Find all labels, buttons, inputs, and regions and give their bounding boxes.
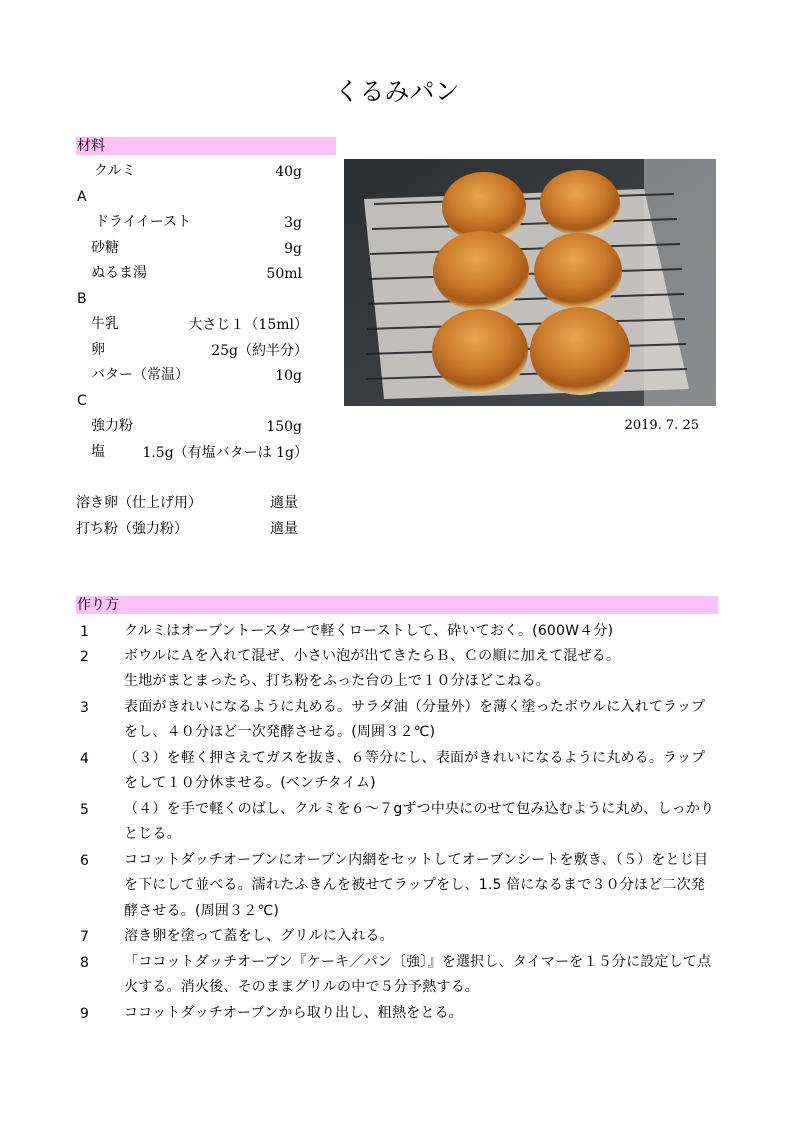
step-number: 2 <box>80 649 89 665</box>
step-text: クルミはオーブントースターで軽くローストして、砕いておく。(600W４分) <box>124 623 614 639</box>
step-number: 5 <box>80 802 89 818</box>
group-label-a: A <box>77 189 87 205</box>
ingredient-amount: 25g（約半分） <box>211 343 308 359</box>
step-text: ココットダッチオーブンにオーブン内網をセットしてオーブンシートを敷き、（５）をとじ目を下にして並べる。濡れたふきんを被せてラップをし、1.5 倍になるまで３０分ほど二次発酵させる。(周囲３２℃) <box>124 852 709 919</box>
photo-date: 2019. 7. 25 <box>624 418 699 433</box>
bread-photo <box>344 159 716 406</box>
ingredient-amount: 40g <box>275 164 302 180</box>
group-label-c: C <box>77 393 87 409</box>
recipe-title: くるみパン <box>334 77 460 106</box>
ingredient-amount: 150g <box>266 419 302 435</box>
step-number: 8 <box>80 955 89 971</box>
ingredient-name: ぬるま湯 <box>91 265 147 281</box>
materials-heading: 材料 <box>76 137 336 155</box>
step-number: 1 <box>80 624 89 640</box>
ingredient-amount: 適量 <box>270 495 298 511</box>
ingredient-name: 打ち粉（強力粉） <box>76 521 188 537</box>
group-label-b: B <box>77 291 87 307</box>
step-text: 「ココットダッチオーブン『ケーキ／パン〔強〕』を選択し、タイマーを１５分に設定して点火する。消火後、そのままグリルの中で５分予熱する。 <box>124 954 712 996</box>
ingredient-name: 溶き卵（仕上げ用） <box>76 495 202 511</box>
ingredient-amount: 50ml <box>266 266 302 282</box>
ingredient-name: クルミ <box>94 163 136 179</box>
step-number: 4 <box>80 751 89 767</box>
ingredient-name: 卵 <box>91 342 105 358</box>
ingredient-amount: 3g <box>284 215 302 231</box>
step-number: 3 <box>80 700 89 716</box>
ingredient-amount: 適量 <box>270 521 298 537</box>
step-text: （３）を軽く押さえてガスを抜き、６等分にし、表面がきれいになるように丸める。ラップをして１０分休ませる。(ベンチタイム) <box>124 750 706 792</box>
step-number: 7 <box>80 929 89 945</box>
method-heading: 作り方 <box>76 596 718 614</box>
ingredient-name: 塩 <box>91 444 105 460</box>
ingredient-amount: 9g <box>284 241 302 257</box>
step-text: ココットダッチオーブンから取り出し、粗熱をとる。 <box>124 1005 463 1021</box>
ingredient-amount: 大さじ１（15ml） <box>188 317 308 333</box>
step-text: 表面がきれいになるように丸める。サラダ油（分量外）を薄く塗ったボウルに入れてラップをし、４０分ほど一次発酵させる。(周囲３２℃) <box>124 699 706 741</box>
step-number: 6 <box>80 853 89 869</box>
ingredient-name: ドライイースト <box>95 214 192 230</box>
ingredient-amount: 1.5g（有塩バターは 1g） <box>142 445 308 461</box>
ingredient-amount: 10g <box>275 368 302 384</box>
ingredient-name: バター（常温） <box>91 367 189 383</box>
step-number: 9 <box>80 1006 89 1022</box>
ingredient-name: 牛乳 <box>91 316 119 332</box>
ingredient-name: 砂糖 <box>91 240 119 256</box>
step-text: （４）を手で軽くのばし、クルミを６～７gずつ中央にのせて包み込むように丸め、しっかりとじる。 <box>124 801 715 843</box>
step-text: 溶き卵を塗って蓋をし、グリルに入れる。 <box>124 928 394 944</box>
ingredient-name: 強力粉 <box>91 418 133 434</box>
step-text: ボウルにＡを入れて混ぜ、小さい泡が出てきたらＢ、Ｃの順に加えて混ぜる。 生地がまとまったら、打ち粉をふった台の上で１０分ほどこねる。 <box>124 648 621 690</box>
